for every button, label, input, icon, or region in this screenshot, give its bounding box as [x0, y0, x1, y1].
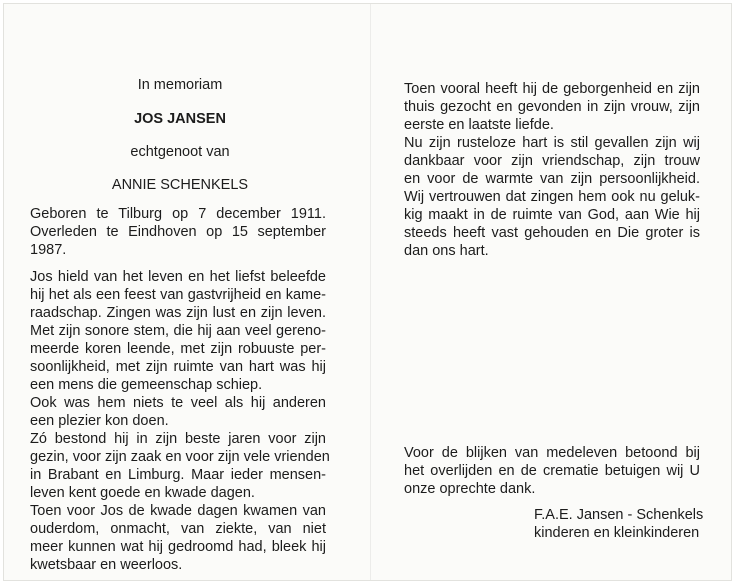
text-line: ouderdom, onmacht, van ziekte, van niet	[30, 521, 326, 537]
text-line: thuis gezocht en gevonden in zijn vrouw, zijn	[404, 99, 700, 115]
text-line: Nu zijn rusteloze hart is stil gevallen zijn wij	[404, 135, 700, 151]
thanks-paragraph	[404, 444, 700, 498]
text-line: een plezier kon doen.	[30, 413, 169, 429]
text-line: in Brabant en Limburg. Maar ieder mensen-	[30, 467, 326, 483]
signature-relatives: kinderen en kleinkinderen	[534, 525, 700, 541]
text-line: Overleden te Eindhoven op 15 september	[30, 224, 326, 240]
text-line: kig maakt in de ruimte van God, aan Wie hij	[404, 207, 700, 223]
text-line: 1987.	[30, 242, 67, 258]
birth-death-dates	[30, 205, 326, 259]
text-line: kwetsbaar en weerloos.	[30, 557, 183, 573]
text-line: Toen vooral heeft hij de geborgenheid en zijn	[404, 81, 700, 97]
text-line: steeds heeft vast gehouden en Die groter is	[404, 225, 700, 241]
spouse-name: ANNIE SCHENKELS	[111, 177, 249, 193]
text-line: raadschap. Zingen was zijn lust en zijn leven.	[30, 305, 326, 321]
text-line: eerste en laatste liefde.	[404, 117, 554, 133]
text-line: Toen voor Jos de kwade dagen kwamen van	[30, 503, 326, 519]
text-line: meerde koren leende, met zijn robuuste per-	[30, 341, 326, 357]
text-line: gezin, voor zijn zaak en voor zijn vele vrienden	[30, 449, 330, 465]
in-memoriam-heading: In memoriam	[137, 77, 223, 93]
biography-paragraph	[30, 268, 330, 574]
text-line: een mens die gemeenschap schiep.	[30, 377, 263, 393]
text-line: dankbaar voor zijn vriendschap, zijn trouw	[404, 153, 700, 169]
text-line: het overlijden en de crematie betuigen wij U	[404, 463, 700, 479]
text-line: Voor de blijken van medeleven betoond bij	[404, 445, 700, 461]
text-line: Wij vertrouwen dat zingen hem ook nu geluk-	[404, 189, 700, 205]
text-line: hij het als een feest van gastvrijheid en kame-	[30, 287, 326, 303]
text-line: meer kunnen wat hij gedroomd had, bleek hij	[30, 539, 326, 555]
text-line: Zó bestond hij in zijn beste jaren voor zijn	[30, 431, 326, 447]
text-line: Geboren te Tilburg op 7 december 1911.	[30, 206, 326, 222]
card-fold-line	[370, 4, 371, 580]
text-line: Jos hield van het leven en het liefst beleefde	[30, 269, 326, 285]
text-line: soonlijkheid, met zijn ruimte van hart was hij	[30, 359, 326, 375]
text-line: Ook was hem niets te veel als hij anderen	[30, 395, 326, 411]
signature-family-name: F.A.E. Jansen - Schenkels	[534, 507, 704, 523]
closing-paragraph	[404, 80, 700, 260]
text-line: onze oprechte dank.	[404, 481, 536, 497]
text-line: en voor de warmte van zijn persoonlijkheid.	[404, 171, 700, 187]
text-line: leven kent goede en kwade dagen.	[30, 485, 255, 501]
relation-label: echtgenoot van	[130, 144, 230, 160]
deceased-name: JOS JANSEN	[134, 111, 226, 127]
text-line: dan ons hart.	[404, 243, 489, 259]
text-line: Met zijn sonore stem, die hij aan veel gereno-	[30, 323, 326, 339]
